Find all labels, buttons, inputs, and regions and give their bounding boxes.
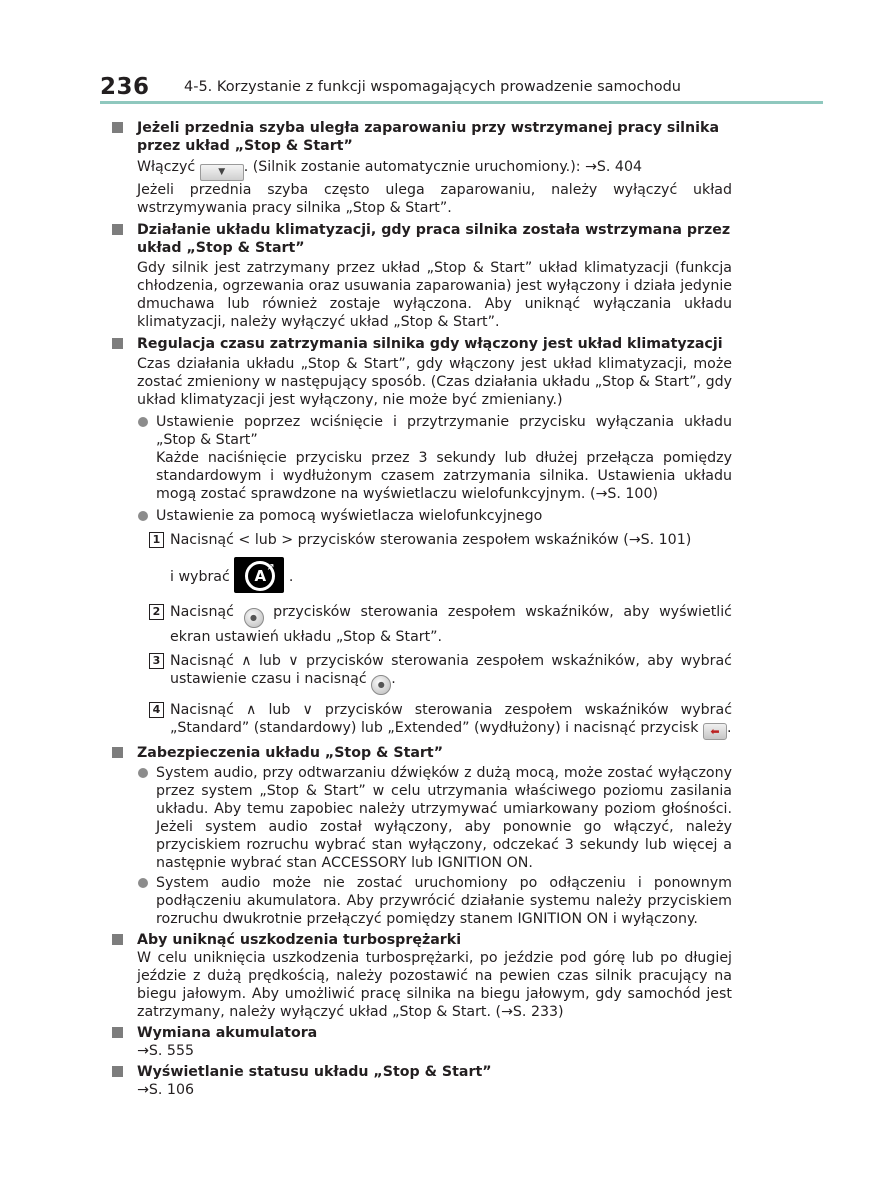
- step-4: [137, 701, 732, 740]
- page-number: 236: [100, 74, 150, 100]
- step-3: [137, 652, 732, 695]
- step-text: Nacisnąć < lub > przycisków sterowania zespołem wskaźników (→S. 101): [170, 532, 692, 548]
- text: Włączyć: [137, 159, 196, 175]
- step-text: .: [391, 671, 396, 687]
- round-bullet-icon: [138, 511, 148, 521]
- section-text: Jeżeli przednia szyba często ulega zaparowaniu, należy wyłączyć układ wstrzymywania pracy silnika „Stop & Start”.: [137, 182, 732, 216]
- section-status: [112, 1063, 732, 1099]
- step-text: przycisków sterowania zespołem wskaźników, aby wyświetlić ekran ustawień układu „Stop & Start”.: [170, 604, 732, 645]
- square-bullet-icon: [112, 338, 123, 349]
- section-title: Wyświetlanie statusu układu „Stop & Start”: [137, 1064, 492, 1080]
- section-stop-time: [112, 335, 732, 740]
- step-number: 1: [149, 532, 164, 548]
- section-climate: [112, 221, 732, 331]
- section-title: Regulacja czasu zatrzymania silnika gdy włączony jest układ klimatyzacji: [137, 336, 723, 352]
- round-bullet-icon: [138, 768, 148, 778]
- section-text: Czas działania układu „Stop & Start”, gdy włączony jest układ klimatyzacji, może zostać zmieniony w następujący sposób. (Czas działania układu „Stop & Start”, gdy układ klimatyzacji jest wyłączony, nie może być zmieniany.): [137, 356, 732, 408]
- section-text: →S. 106: [137, 1082, 194, 1098]
- bullet-text: System audio, przy odtwarzaniu dźwięków z dużą mocą, może zostać wyłączony przez system „Stop & Start” w celu utrzymania właściwego poziomu zasilania układu. Aby temu zapobiec należy utrzymywać umiarkowany poziom głośności. Jeżeli system audio został wyłączony, aby ponownie go włączyć, należy przyciskiem rozruchu wybrać stan wyłączony, odczekać 3 sekundy lub więcej a następnie wybrać stan ACCESSORY lub IGNITION ON.: [156, 765, 732, 871]
- chapter-title: 4-5. Korzystanie z funkcji wspomagających prowadzenie samochodu: [184, 79, 681, 95]
- step-text: i wybrać: [170, 569, 230, 585]
- list-item: [137, 764, 732, 872]
- section-title: Jeżeli przednia szyba uległa zaparowaniu przy wstrzymanej pracy silnika przez układ „Stop & Start”: [137, 120, 720, 154]
- step-text: .: [726, 720, 732, 736]
- section-text: W celu uniknięcia uszkodzenia turbosprężarki, po jeździe pod górę lub po długiej jeździe z dużą prędkością, należy pozostawić na pewien czas silnik pracujący na biegu jałowym. Aby umożliwić pracę silnika na biegu jałowym, gdy samochód jest zatrzymany, należy wyłączyć układ „Stop & Start. (→S. 233): [137, 950, 732, 1020]
- section-defog: [112, 119, 732, 217]
- section-battery: [112, 1024, 732, 1060]
- square-bullet-icon: [112, 1066, 123, 1077]
- step-number: 3: [149, 653, 164, 669]
- square-bullet-icon: [112, 1027, 123, 1038]
- meter-control-knob-icon: ●: [371, 675, 391, 695]
- header-divider: [100, 101, 823, 104]
- step-text: .: [288, 569, 294, 585]
- square-bullet-icon: [112, 747, 123, 758]
- list-item: [137, 507, 732, 525]
- bullet-title: Ustawienie poprzez wciśnięcie i przytrzymanie przycisku wyłączania układu „Stop & Start”: [156, 414, 732, 448]
- step-text: Nacisnąć ∧ lub ∨ przycisków sterowania zespołem wskaźników wybrać „Standard” (standardowy) lub „Extended” (wydłużony) i nacisnąć przycisk: [170, 702, 732, 736]
- round-bullet-icon: [138, 417, 148, 427]
- section-title: Zabezpieczenia układu „Stop & Start”: [137, 745, 444, 761]
- meter-control-knob-icon: ●: [244, 608, 264, 628]
- list-item: [137, 413, 732, 503]
- step-number: 4: [149, 702, 164, 718]
- section-title: Aby uniknąć uszkodzenia turbosprężarki: [137, 932, 462, 948]
- list-item: [137, 874, 732, 928]
- step-2: [137, 603, 732, 646]
- back-button-icon: ⬅: [703, 723, 727, 740]
- windshield-defog-button-icon: ▼: [200, 164, 244, 181]
- page-header: [100, 74, 823, 104]
- section-title: Działanie układu klimatyzacji, gdy praca silnika została wstrzymana przez układ „Stop & Start”: [137, 222, 731, 256]
- step-1: [137, 531, 732, 593]
- stop-start-a-icon: A ↗: [234, 557, 284, 593]
- section-text: Gdy silnik jest zatrzymany przez układ „Stop & Start” układ klimatyzacji (funkcja chłodzenia, ogrzewania oraz usuwania zaparowania) jest wyłączony i działa jedynie dmuchawa lub również zostaje wyłączona. Aby uniknąć wyłączania układu klimatyzacji, należy wyłączyć układ „Stop & Start”.: [137, 260, 732, 330]
- section-protection: [112, 744, 732, 928]
- square-bullet-icon: [112, 122, 123, 133]
- section-turbo: [112, 931, 732, 1021]
- square-bullet-icon: [112, 934, 123, 945]
- text: . (Silnik zostanie automatycznie uruchomiony.): →S. 404: [243, 159, 643, 175]
- round-bullet-icon: [138, 878, 148, 888]
- bullet-text: System audio może nie zostać uruchomiony po odłączeniu i ponownym podłączeniu akumulatora. Aby przywrócić działanie systemu należy przyciskiem rozruchu dwukrotnie przełączyć pomiędzy stanem IGNITION ON i wyłączony.: [156, 875, 732, 927]
- page-content: [112, 119, 732, 1099]
- square-bullet-icon: [112, 224, 123, 235]
- step-number: 2: [149, 604, 164, 620]
- section-text: →S. 555: [137, 1043, 194, 1059]
- bullet-title: Ustawienie za pomocą wyświetlacza wielofunkcyjnego: [156, 508, 543, 524]
- bullet-text: Każde naciśnięcie przycisku przez 3 sekundy lub dłużej przełącza pomiędzy standardowym i wydłużonym czasem zatrzymania silnika. Ustawienia układu mogą zostać sprawdzone na wyświetlaczu wielofunkcyjnym. (→S. 100): [156, 450, 732, 502]
- section-title: Wymiana akumulatora: [137, 1025, 318, 1041]
- step-text: Nacisnąć: [170, 604, 234, 620]
- step-text: Nacisnąć ∧ lub ∨ przycisków sterowania zespołem wskaźników, aby wybrać ustawienie czasu i nacisnąć: [170, 653, 732, 687]
